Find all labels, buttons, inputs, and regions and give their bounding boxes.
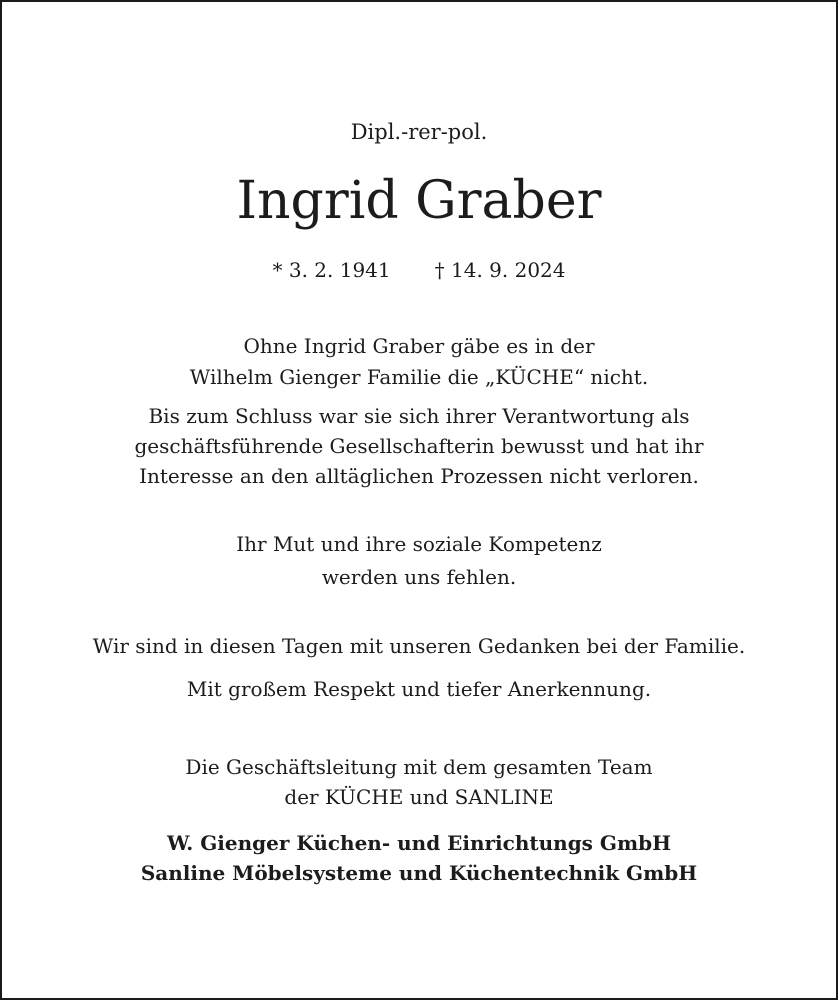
company-name-2: Sanline Möbelsysteme und Küchentechnik GmbH: [140, 861, 698, 885]
birth-date: * 3. 2. 1941: [272, 258, 391, 282]
paragraph-1-line-2: Wilhelm Gienger Familie die „KÜCHE“ nicht.: [189, 365, 649, 389]
paragraph-4-line-1: Wir sind in diesen Tagen mit unseren Gedanken bei der Familie.: [92, 634, 746, 658]
paragraph-1-line-1: Ohne Ingrid Graber gäbe es in der: [243, 334, 595, 358]
signature-line-1: Die Geschäftsleitung mit dem gesamten Team: [185, 755, 653, 779]
company-name-1: W. Gienger Küchen- und Einrichtungs GmbH: [166, 831, 672, 855]
academic-title: Dipl.-rer-pol.: [350, 120, 488, 144]
signature-line-2: der KÜCHE und SANLINE: [284, 785, 554, 809]
paragraph-2-line-1: Bis zum Schluss war sie sich ihrer Verantwortung als: [148, 404, 690, 428]
paragraph-5-line-1: Mit großem Respekt und tiefer Anerkennung.: [186, 677, 652, 701]
paragraph-2-line-3: Interesse an den alltäglichen Prozessen nicht verloren.: [139, 464, 699, 488]
paragraph-3-line-1: Ihr Mut und ihre soziale Kompetenz: [236, 532, 602, 556]
death-date: † 14. 9. 2024: [434, 258, 566, 282]
paragraph-3-line-2: werden uns fehlen.: [321, 565, 517, 589]
deceased-name: Ingrid Graber: [236, 171, 602, 231]
paragraph-2-line-2: geschäftsführende Gesellschafterin bewusst und hat ihr: [134, 434, 704, 458]
life-dates: [2, 256, 836, 284]
